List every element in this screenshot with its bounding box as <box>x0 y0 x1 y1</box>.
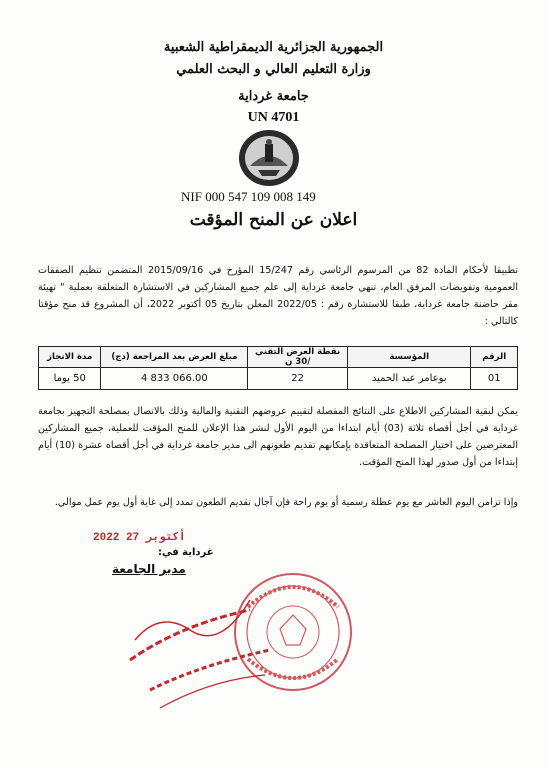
cell-company: بوعامر عبد الحميد <box>347 368 470 390</box>
intro-paragraph: تطبيقا لأحكام المادة 82 من المرسوم الرئاسي رقم 15/247 المؤرخ في 2015/09/16 المتضمن تنظيم الصفقات العمومية وتفويضات المرفق العام، تنهي جامعة غرداية إلى علم جميع المشاركين في الاستشارة المتعلقة بعملية " تهيئة مقر حاضنة جامعة غرداية، طبقا للاستشارة رقم : 2022/05 المعلن بتاريخ 05 أكتوبر 2022، أن المشروع قد منح مؤقتا كالتالي : <box>38 265 518 327</box>
header-offer-amount: مبلغ العرض بعد المراجعة (دج) <box>101 347 248 368</box>
appeal-paragraph: يمكن لبقية المشاركين الاطلاع على النتائج المفصلة لتقييم عروضهم التقنية والمالية وذلك بالاتصال بمصلحة التجهيز بجامعة غرداية في أجل أقصاه ثلاثة (03) أيام ابتداءا من اليوم الأول لنشر هذا الإعلان للمنح المؤقت للعملية، جميع المشاركين المعترضين على اختيار المصلحة المتعاقدة بإمكانهم تقديم طعونهم الى مدير جامعة غرداية في أجل أقصاه عشرة (10) أيام إبتداءا من أول صدور لهذا المنح المؤقت. <box>38 406 518 468</box>
country-name: الجمهورية الجزائرية الديمقراطية الشعبية <box>163 40 384 55</box>
director-label: مدير الجامعة <box>112 562 186 576</box>
header-duration: مدة الانجاز <box>39 347 101 368</box>
university-logo <box>228 128 310 188</box>
un-code: UN 4701 <box>247 110 300 125</box>
cell-offer-amount: 4 833 066.00 <box>101 368 248 390</box>
table-header-row <box>39 347 518 368</box>
city-date-label: غرداية في: <box>158 547 214 558</box>
director-signature-stamp <box>120 580 280 720</box>
cell-number: 01 <box>471 368 518 390</box>
announcement-title: اعلان عن المنح المؤقت <box>189 210 358 230</box>
ministry-name: وزارة التعليم العالي و البحث العلمي <box>176 62 371 77</box>
header-number: الرقم <box>471 347 518 368</box>
cell-duration: 50 يوما <box>39 368 101 390</box>
award-table <box>38 346 518 390</box>
date-stamp: 2022 أكتوبر 27 <box>93 532 186 544</box>
table-row <box>39 368 518 390</box>
cell-tech-score: 22 <box>248 368 348 390</box>
header-company: المؤسسة <box>347 347 470 368</box>
university-name: جامعة غرداية <box>238 89 309 104</box>
nif-number: NIF 000 547 109 008 149 <box>181 189 316 204</box>
header-tech-score: نقطة العرض التقني /30 ن <box>248 347 348 368</box>
holiday-paragraph: وإذا تزامن اليوم العاشر مع يوم عطلة رسمية أو يوم راحة فإن آجال تقديم الطعون تمدد إلى غاية أول يوم عمل موالي. <box>54 497 518 508</box>
